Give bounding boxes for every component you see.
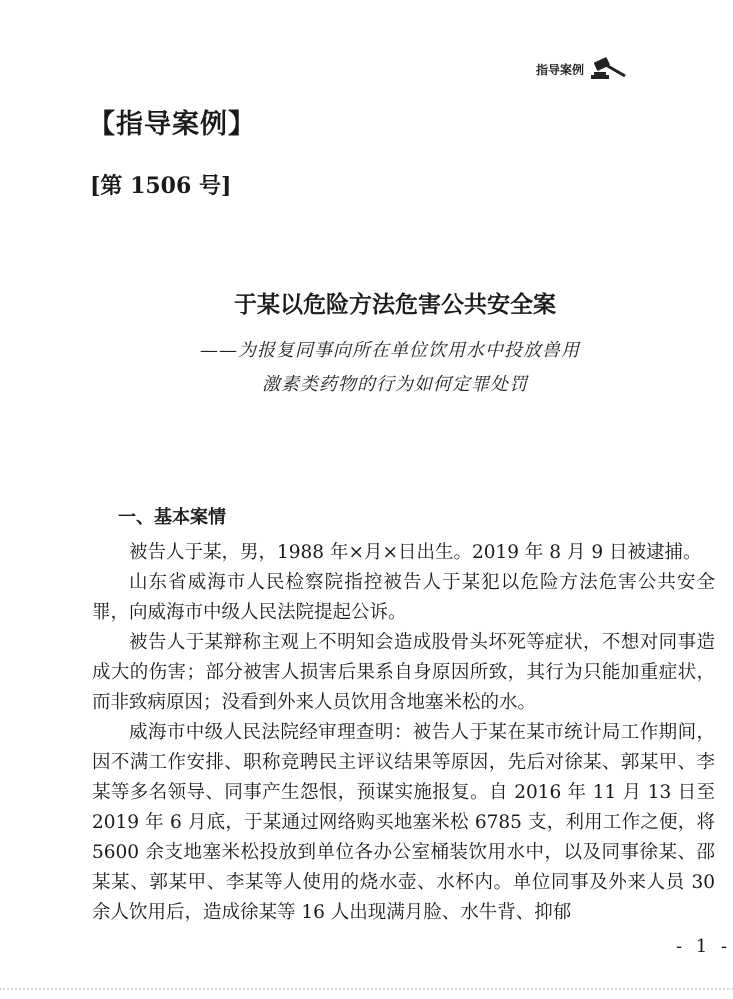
subtitle-line-1: ——为报复同事向所在单位饮用水中投放兽用 — [200, 340, 580, 361]
section-heading: 一、基本案情 — [118, 507, 226, 528]
page-number: - 1 - — [676, 936, 732, 957]
paragraph: 山东省威海市人民检察院指控被告人于某犯以危险方法危害公共安全罪，向威海市中级人民法院提起公诉。 — [92, 572, 715, 623]
case-number: [第 1506 号] — [90, 173, 232, 199]
gavel-icon — [589, 56, 627, 80]
section-tag: 【指导案例】 — [88, 109, 256, 140]
running-head: 指导案例 — [536, 63, 585, 77]
paragraph: 威海市中级人民法院经审理查明：被告人于某在某市统计局工作期间，因不满工作安排、职称竞聘民主评议结果等原因，先后对徐某、郭某甲、李某等多名领导、同事产生怨恨，预谋实施报复。自 2016 年 11 月 13 日至 2019 年 6 月底，于某通过网络购买地塞米松 6785 支，利用工作之便，将 5600 余支地塞米松投放到单位各办公室桶装饮用水中，以及同事徐某、邵某某、郭某甲、李某等人使用的烧水壶、水杯内。单位同事及外来人员 30 余人饮用后，造成徐某等 16 人出现满月脸、水牛背、抑郁 — [92, 722, 715, 923]
subtitle-line-2: 激素类药物的行为如何定罪处罚 — [262, 374, 528, 395]
paragraph: 被告人于某，男，1988 年×月×日出生。2019 年 8 月 9 日被逮捕。 — [129, 542, 702, 563]
scan-edge-divider — [0, 988, 733, 990]
case-title: 于某以危险方法危害公共安全案 — [234, 292, 556, 318]
paragraph: 被告人于某辩称主观上不明知会造成股骨头坏死等症状，不想对同事造成大的伤害；部分被害人损害后果系自身原因所致，其行为只能加重症状，而非致病原因；没看到外来人员饮用含地塞米松的水。 — [92, 632, 715, 713]
body-text — [92, 538, 715, 928]
